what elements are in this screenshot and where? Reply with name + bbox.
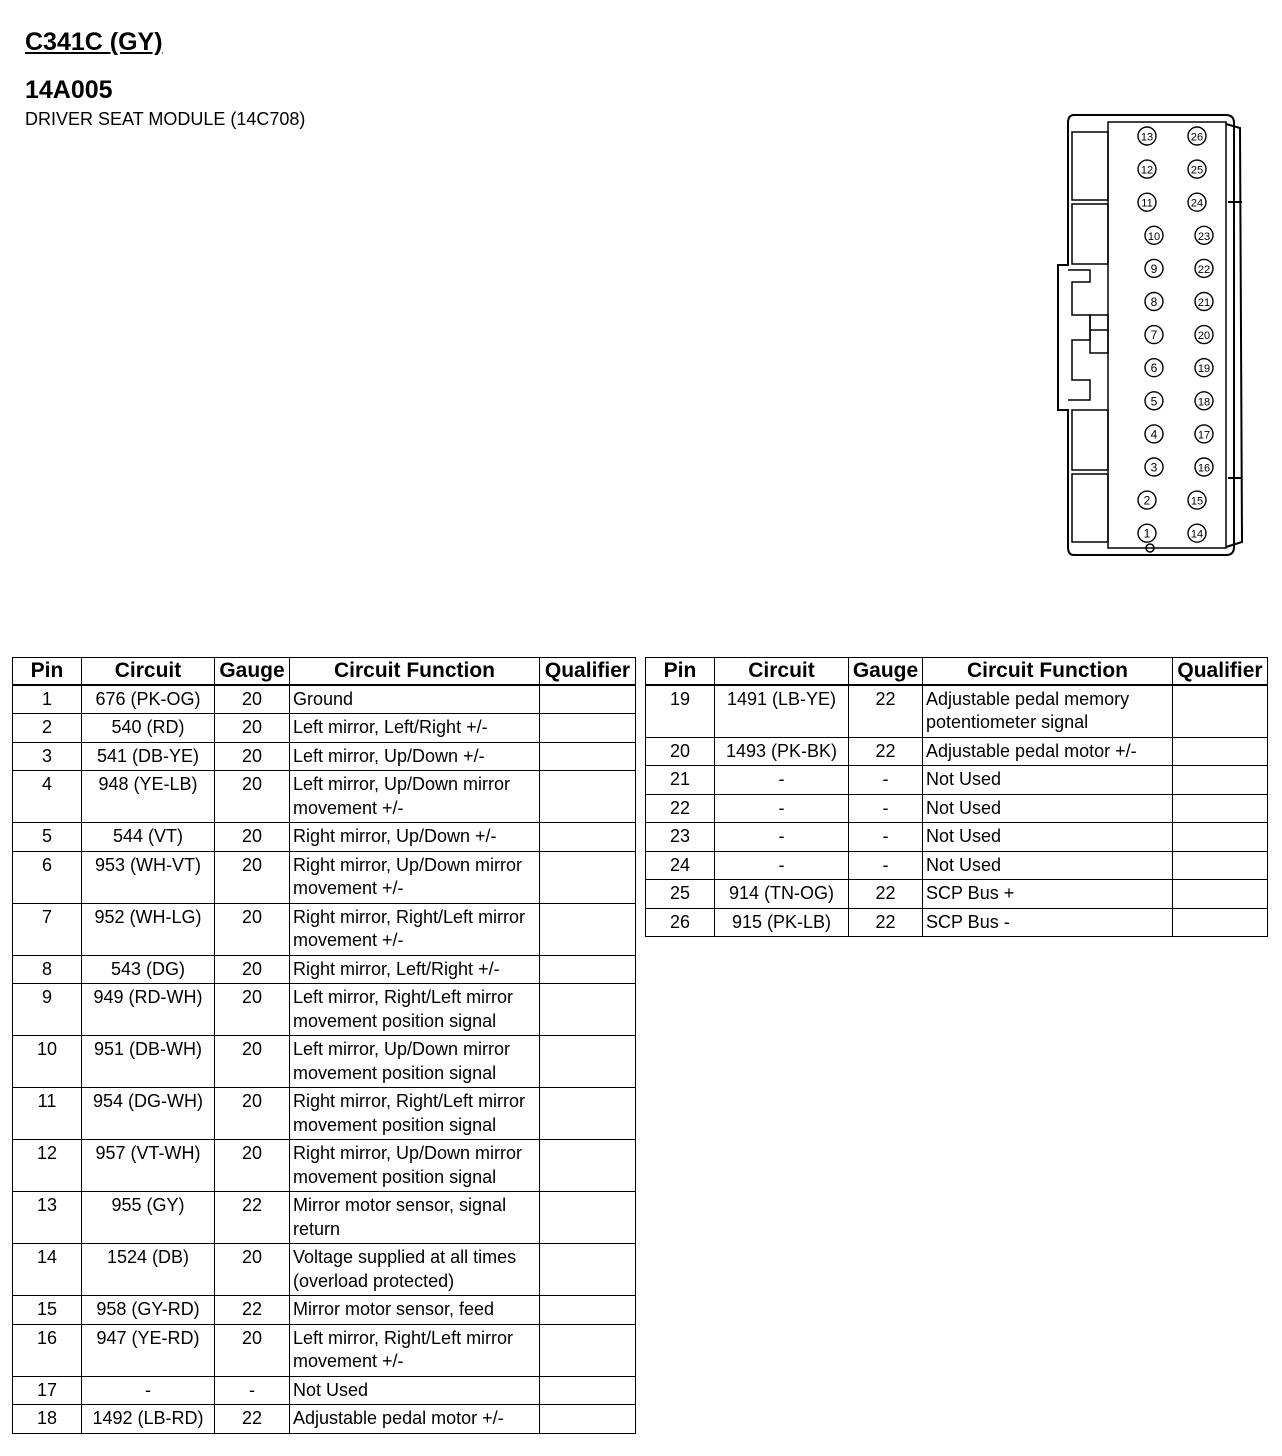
- header-circuit-function: Circuit Function: [290, 658, 540, 685]
- qualifier-cell: [1173, 737, 1268, 766]
- pin-number: 16: [1197, 462, 1211, 475]
- qualifier-cell: [1173, 794, 1268, 823]
- connector-pin: [1145, 392, 1163, 410]
- table-row: [13, 955, 636, 984]
- circuit-cell: 540 (RD): [82, 714, 215, 743]
- connector-pin: [1145, 359, 1163, 377]
- circuit-cell: 951 (DB-WH): [82, 1036, 215, 1088]
- header-circuit: Circuit: [82, 658, 215, 685]
- circuit-cell: -: [82, 1376, 215, 1405]
- table-row: [646, 880, 1268, 909]
- pin-number: 2: [1143, 493, 1151, 508]
- gauge-cell: 20: [215, 1244, 290, 1296]
- gauge-cell: 20: [215, 823, 290, 852]
- circuit-cell: 957 (VT-WH): [82, 1140, 215, 1192]
- connector-pin: [1145, 458, 1163, 476]
- pin-cell: 16: [13, 1324, 82, 1376]
- circuit-function-cell: Right mirror, Up/Down mirror movement +/-: [290, 851, 540, 903]
- pin-number: 4: [1150, 427, 1158, 442]
- pin-cell: 13: [13, 1192, 82, 1244]
- circuit-cell: 676 (PK-OG): [82, 685, 215, 714]
- pin-number: 9: [1150, 261, 1158, 276]
- qualifier-cell: [540, 1192, 636, 1244]
- circuit-cell: 1491 (LB-YE): [715, 685, 849, 738]
- gauge-cell: 20: [215, 1036, 290, 1088]
- pin-cell: 8: [13, 955, 82, 984]
- header-circuit: Circuit: [715, 658, 849, 685]
- pin-number: 11: [1141, 197, 1153, 210]
- circuit-function-cell: Adjustable pedal motor +/-: [290, 1405, 540, 1434]
- header-pin: Pin: [646, 658, 715, 685]
- qualifier-cell: [540, 685, 636, 714]
- circuit-cell: -: [715, 794, 849, 823]
- connector-pin: [1188, 491, 1206, 509]
- table-row: [13, 1140, 636, 1192]
- pin-number: 18: [1197, 396, 1211, 409]
- table-row: [646, 766, 1268, 795]
- circuit-function-cell: Left mirror, Up/Down mirror movement position signal: [290, 1036, 540, 1088]
- gauge-cell: 22: [215, 1405, 290, 1434]
- circuit-cell: 543 (DG): [82, 955, 215, 984]
- header-pin: Pin: [13, 658, 82, 685]
- table-row: [13, 984, 636, 1036]
- circuit-cell: 953 (WH-VT): [82, 851, 215, 903]
- pin-cell: 12: [13, 1140, 82, 1192]
- qualifier-cell: [540, 1296, 636, 1325]
- connector-pin: [1195, 226, 1213, 244]
- gauge-cell: 22: [215, 1192, 290, 1244]
- connector-pin: [1195, 326, 1213, 344]
- gauge-cell: -: [849, 766, 923, 795]
- circuit-cell: 914 (TN-OG): [715, 880, 849, 909]
- pin-cell: 21: [646, 766, 715, 795]
- circuit-cell: -: [715, 766, 849, 795]
- connector-pin: [1138, 127, 1156, 145]
- qualifier-cell: [1173, 880, 1268, 909]
- qualifier-cell: [540, 1140, 636, 1192]
- circuit-function-cell: Left mirror, Up/Down +/-: [290, 742, 540, 771]
- circuit-cell: 955 (GY): [82, 1192, 215, 1244]
- pin-number: 5: [1150, 394, 1158, 409]
- gauge-cell: -: [849, 823, 923, 852]
- connector-pin: [1195, 392, 1213, 410]
- gauge-cell: 22: [849, 908, 923, 937]
- circuit-cell: 1524 (DB): [82, 1244, 215, 1296]
- qualifier-cell: [540, 903, 636, 955]
- pin-cell: 11: [13, 1088, 82, 1140]
- qualifier-cell: [1173, 851, 1268, 880]
- qualifier-cell: [540, 742, 636, 771]
- header-qualifier: Qualifier: [540, 658, 636, 685]
- table-row: [13, 1036, 636, 1088]
- circuit-cell: 947 (YE-RD): [82, 1324, 215, 1376]
- pin-number: 13: [1140, 131, 1154, 144]
- circuit-cell: 958 (GY-RD): [82, 1296, 215, 1325]
- table-row: [646, 685, 1268, 738]
- pin-cell: 25: [646, 880, 715, 909]
- connector-pin: [1138, 193, 1156, 211]
- circuit-function-cell: SCP Bus -: [923, 908, 1173, 937]
- pin-number: 14: [1190, 528, 1204, 541]
- qualifier-cell: [540, 771, 636, 823]
- pin-cell: 15: [13, 1296, 82, 1325]
- pinout-table-left: [12, 657, 636, 1434]
- pin-cell: 7: [13, 903, 82, 955]
- qualifier-cell: [540, 1036, 636, 1088]
- connector-pin: [1188, 127, 1206, 145]
- gauge-cell: 20: [215, 685, 290, 714]
- gauge-cell: -: [849, 794, 923, 823]
- circuit-function-cell: SCP Bus +: [923, 880, 1173, 909]
- connector-pin: [1138, 160, 1156, 178]
- pin-number: 26: [1190, 131, 1204, 144]
- qualifier-cell: [1173, 685, 1268, 738]
- gauge-cell: 20: [215, 742, 290, 771]
- connector-pin: [1195, 458, 1213, 476]
- connector-pin: [1195, 359, 1213, 377]
- connector-pin: [1188, 524, 1206, 542]
- circuit-function-cell: Adjustable pedal motor +/-: [923, 737, 1173, 766]
- gauge-cell: 20: [215, 851, 290, 903]
- gauge-cell: 20: [215, 714, 290, 743]
- pin-number: 3: [1150, 460, 1158, 475]
- gauge-cell: -: [215, 1376, 290, 1405]
- pin-number: 25: [1190, 164, 1204, 177]
- circuit-function-cell: Not Used: [923, 851, 1173, 880]
- qualifier-cell: [540, 955, 636, 984]
- header-qualifier: Qualifier: [1173, 658, 1268, 685]
- circuit-function-cell: Not Used: [923, 794, 1173, 823]
- pin-cell: 10: [13, 1036, 82, 1088]
- circuit-cell: -: [715, 851, 849, 880]
- circuit-cell: -: [715, 823, 849, 852]
- connector-pin: [1195, 259, 1213, 277]
- circuit-function-cell: Mirror motor sensor, feed: [290, 1296, 540, 1325]
- circuit-function-cell: Adjustable pedal memory potentiometer signal: [923, 685, 1173, 738]
- pin-number: 22: [1197, 263, 1211, 276]
- circuit-cell: 954 (DG-WH): [82, 1088, 215, 1140]
- table-row: [13, 771, 636, 823]
- circuit-function-cell: Right mirror, Left/Right +/-: [290, 955, 540, 984]
- pin-cell: 20: [646, 737, 715, 766]
- circuit-function-cell: Not Used: [923, 766, 1173, 795]
- table-row: [13, 685, 636, 714]
- connector-pin: [1138, 524, 1156, 542]
- table-row: [646, 737, 1268, 766]
- circuit-cell: 544 (VT): [82, 823, 215, 852]
- qualifier-cell: [1173, 766, 1268, 795]
- pinout-table-right: [645, 657, 1268, 937]
- connector-title: C341C (GY): [25, 28, 163, 56]
- pin-number: 12: [1140, 164, 1154, 177]
- connector-pin: [1145, 326, 1163, 344]
- table-row: [13, 1376, 636, 1405]
- qualifier-cell: [540, 984, 636, 1036]
- pin-number: 19: [1197, 363, 1211, 376]
- qualifier-cell: [540, 1088, 636, 1140]
- circuit-function-cell: Left mirror, Right/Left mirror movement position signal: [290, 984, 540, 1036]
- pin-cell: 1: [13, 685, 82, 714]
- gauge-cell: 20: [215, 1088, 290, 1140]
- connector-pin: [1145, 293, 1163, 311]
- header-row: [646, 658, 1268, 685]
- qualifier-cell: [540, 851, 636, 903]
- circuit-cell: 949 (RD-WH): [82, 984, 215, 1036]
- table-row: [13, 742, 636, 771]
- header-row: [13, 658, 636, 685]
- table-row: [13, 851, 636, 903]
- circuit-cell: 1492 (LB-RD): [82, 1405, 215, 1434]
- connector-pin: [1188, 193, 1206, 211]
- pin-cell: 24: [646, 851, 715, 880]
- circuit-cell: 915 (PK-LB): [715, 908, 849, 937]
- circuit-function-cell: Mirror motor sensor, signal return: [290, 1192, 540, 1244]
- circuit-function-cell: Ground: [290, 685, 540, 714]
- pin-cell: 4: [13, 771, 82, 823]
- qualifier-cell: [540, 1376, 636, 1405]
- table-row: [13, 714, 636, 743]
- connector-pin: [1145, 425, 1163, 443]
- pin-number: 10: [1147, 230, 1161, 243]
- gauge-cell: 22: [849, 737, 923, 766]
- circuit-cell: 1493 (PK-BK): [715, 737, 849, 766]
- header-gauge: Gauge: [849, 658, 923, 685]
- circuit-function-cell: Right mirror, Right/Left mirror movement position signal: [290, 1088, 540, 1140]
- pin-number: 6: [1150, 361, 1158, 376]
- connector-pin: [1145, 226, 1163, 244]
- circuit-cell: 541 (DB-YE): [82, 742, 215, 771]
- table-row: [646, 794, 1268, 823]
- pin-cell: 19: [646, 685, 715, 738]
- header-circuit-function: Circuit Function: [923, 658, 1173, 685]
- pin-cell: 2: [13, 714, 82, 743]
- gauge-cell: 20: [215, 984, 290, 1036]
- gauge-cell: 20: [215, 955, 290, 984]
- table-row: [13, 1244, 636, 1296]
- pin-number: 17: [1197, 429, 1211, 442]
- circuit-function-cell: Left mirror, Left/Right +/-: [290, 714, 540, 743]
- circuit-function-cell: Left mirror, Right/Left mirror movement +/-: [290, 1324, 540, 1376]
- circuit-cell: 948 (YE-LB): [82, 771, 215, 823]
- pin-number: 7: [1150, 328, 1158, 343]
- gauge-cell: -: [849, 851, 923, 880]
- connector-pin: [1188, 160, 1206, 178]
- pin-cell: 14: [13, 1244, 82, 1296]
- gauge-cell: 22: [215, 1296, 290, 1325]
- circuit-function-cell: Right mirror, Right/Left mirror movement +/-: [290, 903, 540, 955]
- pin-number: 15: [1190, 495, 1204, 508]
- pin-cell: 23: [646, 823, 715, 852]
- table-row: [646, 851, 1268, 880]
- pin-cell: 9: [13, 984, 82, 1036]
- gauge-cell: 22: [849, 880, 923, 909]
- connector-face-diagram: [1050, 110, 1250, 560]
- circuit-cell: 952 (WH-LG): [82, 903, 215, 955]
- table-row: [13, 1405, 636, 1434]
- pin-cell: 5: [13, 823, 82, 852]
- pin-cell: 22: [646, 794, 715, 823]
- circuit-function-cell: Voltage supplied at all times (overload protected): [290, 1244, 540, 1296]
- pin-cell: 6: [13, 851, 82, 903]
- gauge-cell: 20: [215, 1324, 290, 1376]
- table-row: [13, 823, 636, 852]
- pin-cell: 17: [13, 1376, 82, 1405]
- pin-number: 20: [1197, 330, 1211, 343]
- gauge-cell: 22: [849, 685, 923, 738]
- table-row: [13, 1296, 636, 1325]
- qualifier-cell: [540, 1324, 636, 1376]
- pin-cell: 3: [13, 742, 82, 771]
- part-number: 14A005: [25, 76, 113, 104]
- table-row: [13, 903, 636, 955]
- pin-number: 23: [1197, 230, 1211, 243]
- table-row: [13, 1192, 636, 1244]
- pin-number: 24: [1190, 197, 1204, 210]
- pin-number: 8: [1150, 295, 1158, 309]
- pin-number: 1: [1143, 526, 1151, 541]
- gauge-cell: 20: [215, 771, 290, 823]
- connector-pin: [1145, 259, 1163, 277]
- pin-cell: 18: [13, 1405, 82, 1434]
- gauge-cell: 20: [215, 1140, 290, 1192]
- table-row: [13, 1088, 636, 1140]
- connector-pin: [1138, 491, 1156, 509]
- circuit-function-cell: Right mirror, Up/Down mirror movement position signal: [290, 1140, 540, 1192]
- table-row: [646, 908, 1268, 937]
- gauge-cell: 20: [215, 903, 290, 955]
- qualifier-cell: [540, 1244, 636, 1296]
- pin-cell: 26: [646, 908, 715, 937]
- module-description: DRIVER SEAT MODULE (14C708): [25, 109, 306, 129]
- connector-pin: [1195, 425, 1213, 443]
- connector-pin: [1195, 293, 1213, 311]
- circuit-function-cell: Left mirror, Up/Down mirror movement +/-: [290, 771, 540, 823]
- qualifier-cell: [540, 714, 636, 743]
- table-row: [646, 823, 1268, 852]
- header-gauge: Gauge: [215, 658, 290, 685]
- circuit-function-cell: Not Used: [290, 1376, 540, 1405]
- qualifier-cell: [540, 1405, 636, 1434]
- table-row: [13, 1324, 636, 1376]
- circuit-function-cell: Right mirror, Up/Down +/-: [290, 823, 540, 852]
- qualifier-cell: [540, 823, 636, 852]
- pin-number: 21: [1197, 297, 1211, 309]
- qualifier-cell: [1173, 908, 1268, 937]
- circuit-function-cell: Not Used: [923, 823, 1173, 852]
- qualifier-cell: [1173, 823, 1268, 852]
